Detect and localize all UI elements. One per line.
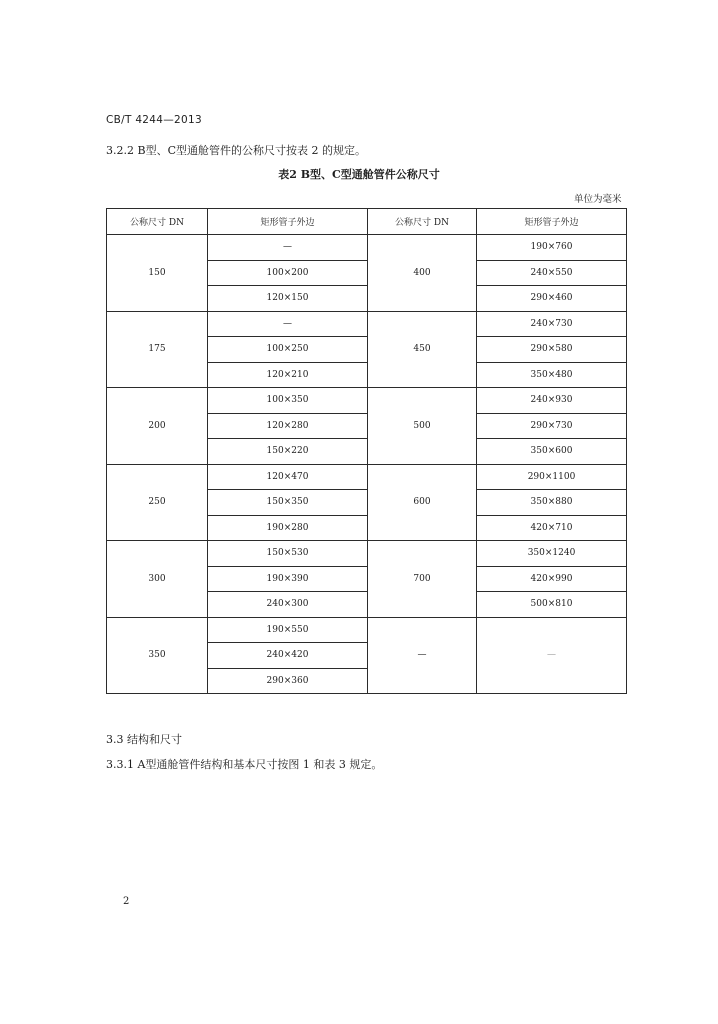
dn-cell: 350 xyxy=(107,617,208,694)
size-cell: 120×150 xyxy=(208,286,368,312)
clause-3-3-1: 3.3.1 A型通舱管件结构和基本尺寸按图 1 和表 3 规定。 xyxy=(106,758,383,771)
size-cell: 120×280 xyxy=(208,413,368,439)
header-rect-right: 矩形管子外边 xyxy=(477,209,627,235)
size-cell: 240×550 xyxy=(477,260,627,286)
clause-3-2-2: 3.2.2 B型、C型通舱管件的公称尺寸按表 2 的规定。 xyxy=(106,144,366,157)
table-row xyxy=(107,617,627,643)
size-cell: 500×810 xyxy=(477,592,627,618)
dn-cell: 175 xyxy=(107,311,208,388)
size-cell: 120×470 xyxy=(208,464,368,490)
dn-cell: 150 xyxy=(107,235,208,312)
size-cell: — xyxy=(208,235,368,261)
nominal-size-table xyxy=(106,208,627,694)
dn-cell: 200 xyxy=(107,388,208,465)
size-cell: 120×210 xyxy=(208,362,368,388)
table-row xyxy=(107,388,627,414)
size-cell: 150×350 xyxy=(208,490,368,516)
size-cell: 290×730 xyxy=(477,413,627,439)
size-cell: 420×990 xyxy=(477,566,627,592)
dn-cell: 250 xyxy=(107,464,208,541)
dn-cell: 300 xyxy=(107,541,208,618)
size-cell: 420×710 xyxy=(477,515,627,541)
size-cell: 190×280 xyxy=(208,515,368,541)
size-cell: 350×480 xyxy=(477,362,627,388)
size-cell: 290×360 xyxy=(208,668,368,694)
standard-code: CB/T 4244—2013 xyxy=(106,114,202,126)
table-row xyxy=(107,541,627,567)
size-cell: 190×390 xyxy=(208,566,368,592)
size-cell: 150×530 xyxy=(208,541,368,567)
size-cell: 290×460 xyxy=(477,286,627,312)
size-cell: 350×880 xyxy=(477,490,627,516)
size-cell: 240×300 xyxy=(208,592,368,618)
header-dn-right: 公称尺寸 DN xyxy=(368,209,477,235)
size-cell: — xyxy=(208,311,368,337)
header-dn-left: 公称尺寸 DN xyxy=(107,209,208,235)
size-cell: 290×580 xyxy=(477,337,627,363)
size-cell: 240×730 xyxy=(477,311,627,337)
size-cell: 240×930 xyxy=(477,388,627,414)
page-number: 2 xyxy=(123,896,130,907)
size-cell: 100×350 xyxy=(208,388,368,414)
section-heading-3-3: 3.3 结构和尺寸 xyxy=(106,733,182,746)
size-cell: 190×760 xyxy=(477,235,627,261)
table-header-row xyxy=(107,209,627,235)
dn-cell: 500 xyxy=(368,388,477,465)
dn-cell: 700 xyxy=(368,541,477,618)
size-cell: 190×550 xyxy=(208,617,368,643)
table-unit: 单位为毫米 xyxy=(574,194,622,205)
size-cell: 350×600 xyxy=(477,439,627,465)
table-row xyxy=(107,235,627,261)
dn-cell: 400 xyxy=(368,235,477,312)
header-rect-left: 矩形管子外边 xyxy=(208,209,368,235)
size-cell: 350×1240 xyxy=(477,541,627,567)
size-cell: 150×220 xyxy=(208,439,368,465)
dn-cell: — xyxy=(368,617,477,694)
size-cell: 100×250 xyxy=(208,337,368,363)
table-caption: 表2 B型、C型通舱管件公称尺寸 xyxy=(278,168,440,181)
size-cell: 290×1100 xyxy=(477,464,627,490)
table-row xyxy=(107,464,627,490)
dn-cell: 600 xyxy=(368,464,477,541)
size-cell: 100×200 xyxy=(208,260,368,286)
table-row xyxy=(107,311,627,337)
size-cell: — xyxy=(477,617,627,694)
size-cell: 240×420 xyxy=(208,643,368,669)
dn-cell: 450 xyxy=(368,311,477,388)
